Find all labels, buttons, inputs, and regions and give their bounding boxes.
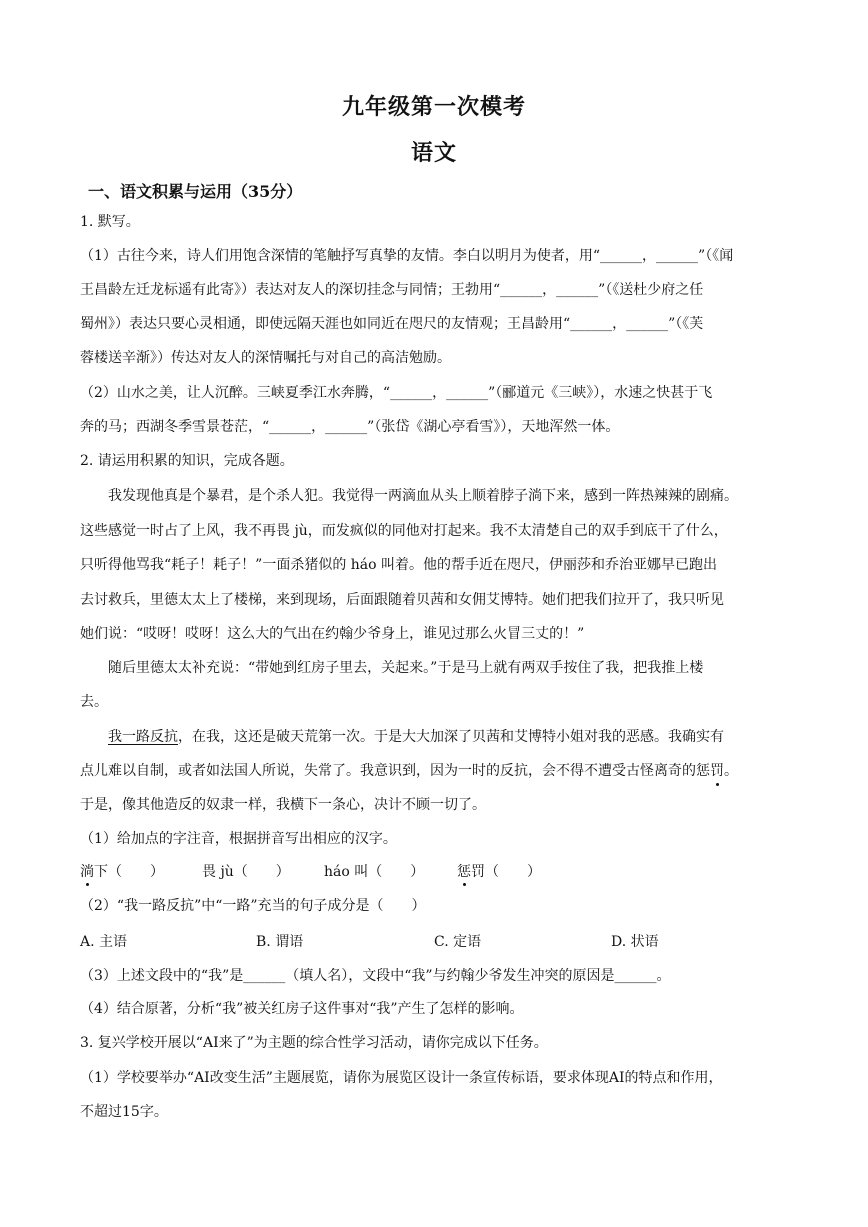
q1-p1-line1: （1）古往今来，诗人们用饱含深情的笔触抒写真挚的友情。李白以明月为使者，用“______，______”（《闻 — [80, 248, 734, 264]
passage-line — [80, 761, 790, 781]
q1-p1-line4: 蓉楼送辛渐》）传达对友人的深情嘱托与对自己的高洁勉励。 — [80, 350, 451, 366]
dotted-char: 罚 — [710, 763, 724, 779]
pinyin-item: 畏 jù（ ） — [202, 864, 290, 880]
passage-line: 去讨救兵，里德太太上了楼梯，来到现场，后面跟随着贝茜和女佣艾博特。她们把我们拉开了，我只听见 — [80, 592, 724, 608]
passage-line: 于是，像其他造反的奴隶一样，我横下一条心，决计不顾一切了。 — [80, 797, 486, 813]
section-heading: 一、语文积累与运用（35分） — [88, 182, 303, 201]
passage-line: 随后里德太太补充说：“带她到红房子里去，关起来。”于是马上就有两双手按住了我，把我推上楼 — [108, 660, 704, 676]
pinyin-item — [457, 861, 541, 881]
passage-text: ，在我，这还是破天荒第一次。于是大大加深了贝茜和艾博特小姐对我的恶感。我确实有 — [178, 729, 724, 745]
passage-line: 这些感觉一时占了上风，我不再畏 jù，而发疯似的同他对打起来。我不太清楚自己的双手到底干了什么， — [80, 523, 728, 539]
q3-stem: 3. 复兴学校开展以“AI来了”为主题的综合性学习活动，请你完成以下任务。 — [80, 1035, 548, 1051]
dotted-char: 惩 — [457, 861, 471, 881]
choice-c: C. 定语 — [434, 934, 482, 950]
q2-sub2: （2）“我一路反抗”中“一路”充当的句子成分是（ ） — [80, 898, 426, 914]
q1-p2-line2: 奔的马；西湖冬季雪景苍茫，“______，______”（张岱《湖心亭看雪》），天地浑然一体。 — [80, 419, 620, 435]
item-text: 下（ ） — [94, 864, 164, 880]
underlined-phrase: 我一路反抗 — [108, 729, 178, 745]
passage-line: 只听得他骂我“耗子！耗子！”一面杀猪似的 háo 叫着。他的帮手近在咫尺，伊丽莎和乔治亚娜早已跑出 — [80, 557, 718, 573]
choice-a: A. 主语 — [80, 934, 128, 950]
q2-sub3: （3）上述文段中的“我”是______（填人名），文段中“我”与约翰少爷发生冲突的原因是______。 — [80, 968, 671, 984]
passage-text: 点儿难以自制，或者如法国人所说，失常了。我意识到，因为一时的反抗，会不得不遭受古怪离奇的惩 — [80, 763, 710, 779]
q1-p1-line2: 王昌龄左迁龙标遥有此寄》）表达对友人的深切挂念与同情；王勃用“______，______”（《送杜少府之任 — [80, 282, 704, 298]
passage-line: 去。 — [80, 694, 108, 710]
choice-b: B. 谓语 — [256, 934, 304, 950]
item-text: 罚（ ） — [471, 864, 541, 880]
exam-title: 九年级第一次模考 — [341, 94, 526, 120]
passage-line: 她们说：“哎呀！哎呀！这么大的气出在约翰少爷身上，谁见过那么火冒三丈的！” — [80, 626, 585, 642]
passage-line: 我发现他真是个暴君，是个杀人犯。我觉得一两滴血从头上顺着脖子淌下来，感到一阵热辣辣的剧痛。 — [108, 488, 738, 504]
dotted-char: 淌 — [80, 861, 94, 881]
passage-text: 。 — [724, 763, 738, 779]
q1-stem: 1. 默写。 — [80, 214, 140, 230]
q2-sub1: （1）给加点的字注音，根据拼音写出相应的汉字。 — [80, 831, 397, 847]
q3-sub1-line1: （1）学校要举办“AI改变生活”主题展览，请你为展览区设计一条宣传标语，要求体现AI的特点和作用， — [80, 1070, 723, 1086]
q2-stem: 2. 请运用积累的知识，完成各题。 — [80, 453, 294, 469]
q3-sub1-line2: 不超过15字。 — [80, 1104, 168, 1120]
q1-p2-line1: （2）山水之美，让人沉醉。三峡夏季江水奔腾，“______，______”（郦道元《三峡》），水速之快甚于飞 — [80, 385, 713, 401]
q2-sub4: （4）结合原著，分析“我”被关红房子这件事对“我”产生了怎样的影响。 — [80, 1001, 524, 1017]
pinyin-item — [80, 861, 164, 881]
subject-title: 语文 — [410, 140, 457, 166]
passage-line — [108, 727, 790, 747]
choice-d: D. 状语 — [611, 934, 659, 950]
q1-p1-line3: 蜀州》）表达只要心灵相通，即使远隔天涯也如同近在咫尺的友情观；王昌龄用“______，______”（《芙 — [80, 316, 704, 332]
pinyin-item: háo 叫（ ） — [324, 864, 425, 880]
